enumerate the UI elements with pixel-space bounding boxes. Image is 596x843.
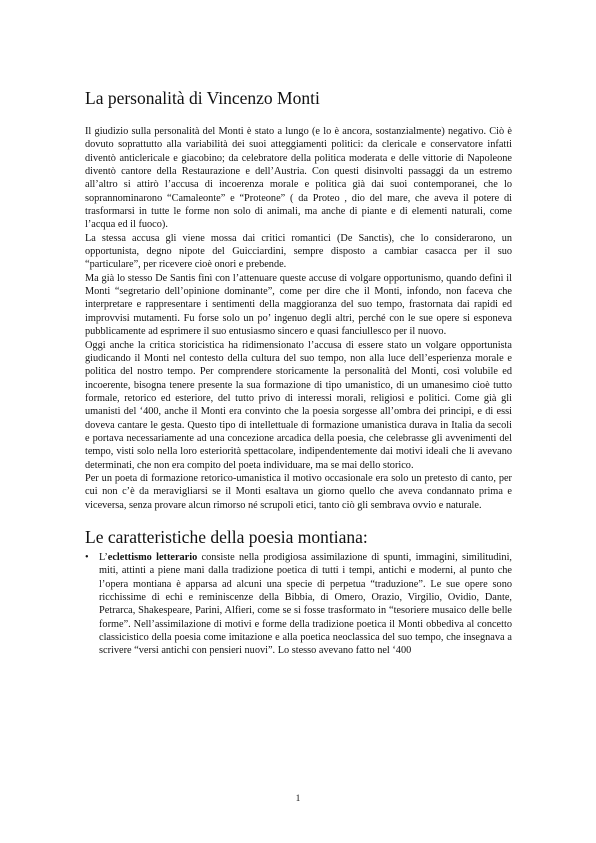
page-number: 1 xyxy=(295,794,301,804)
document-title: La personalità di Vincenzo Monti xyxy=(85,88,320,108)
paragraph-1: Il giudizio sulla personalità del Monti è stato a lungo (e lo è ancora, sostanzialmente) negativo. Ciò è dovuto soprattutto alla variabilità dei suoi atteggiamenti politici: da clericale e conservatore infatti diventò anticlericale e giacobino; da celebratore della politica moderata e delle vittorie di Napoleone diventò cantore della Restaurazione e dell’Austria. Con questi disinvolti passaggi da un estremo all’altro si attirò l’accusa di incoerenza morale e politica già dai suoi contemporanei, che lo soprannominarono “Camaleonte” e “Proteone” ( da Proteo , dio del mare, che aveva il potere di trasformarsi in tutte le forme non solo di animali, ma anche di piante e di elementi naturali, come l’acqua ed il fuoco). xyxy=(85,126,512,231)
bullet-icon: • xyxy=(85,551,89,563)
bullet-text: consiste nella prodigiosa assimilazione di spunti, immagini, similitudini, miti, attinti a piene mani dalla tradizione poetica di tutti i tempi, antichi e moderni, al punto che l’opera montiana è apparsa ad alcuni una specie di perpetua “traduzione”. Le sue opere sono ricchissime di echi e reminiscenze della Bibbia, di Omero, Orazio, Virgilio, Ovidio, Dante, Petrarca, Shakespeare, Parini, Alfieri, come se si fosse trasformato in “tesoriere musaico delle belle forme”. Nell’assimilazione di motivi e forme della tradizione poetica il Monti obbediva al concetto classicistico della poesia come imitazione e alla poetica neoclassica del suo tempo, che insegnava a scrivere “versi antichi con pensieri nuovi”. Lo stesso avevano fatto nel ‘400 xyxy=(99,551,513,657)
paragraph-5: Per un poeta di formazione retorico-umanistica il motivo occasionale era solo un pretesto di canto, per cui non c’è da meravigliarsi se il Monti esaltava un giorno quello che aveva condannato prima e viceversa, senza provare alcun rimorso né scrupoli etici, tanto ciò gli sembrava ovvio e naturale. xyxy=(85,472,512,511)
paragraph-2: La stessa accusa gli viene mossa dai critici romantici (De Sanctis), che lo considerarono, un opportunista, degno nipote del Guicciardini, sempre disposto a cambiar casacca per il suo “particulare”, per ricevere cioè onori e prebende. xyxy=(85,232,512,271)
document-body xyxy=(85,87,512,658)
paragraph-3: Ma già lo stesso De Santis finì con l’attenuare queste accuse di volgare opportunismo, quando definì il Monti “segretario dell’opinione dominante”, come per dire che il Monti, infondo, non faceva che interpretare e rappresentare i sentimenti della maggioranza del suo tempo, frastornata dai rapidi ed improvvisi mutamenti. Fu forse solo un po’ ingenuo degli altri, perché con le sue opere si esponeva pubblicamente ad esprimere il suo entusiasmo sincero e quasi fanciullesco per il nuovo. xyxy=(85,272,512,338)
paragraph-4: Oggi anche la critica storicistica ha ridimensionato l’accusa di essere stato un volgare opportunista giudicando il Monti nel contesto della cultura del suo tempo, non alla luce dell’esperienza morale e politica del nostro tempo. Per comprendere storicamente la personalità del Monti, così volubile ed incoerente, bisogna tenere presente la sua formazione di tipo umanistico, di un umanesimo cioè tutto formale, retorico ed esteriore, del tutto privo di interessi morali, religiosi e politici. Come già gli umanisti del ‘400, anche il Monti era convinto che la poesia sorgesse all’ombra dei principi, e di essi doveva cantare le gesta. Questo tipo di intellettuale di formazione umanistica durava in Italia da secoli e portava necessariamente ad una concezione arcadica della poesia, che celebrasse gli avvenimenti del tempo, visti solo nella loro esteriorità spettacolare, indipendentemente dai motivi ideali che li avevano determinati, che non era compito del poeta individuare, ma se mai dello storico. xyxy=(85,339,512,471)
list-item xyxy=(85,551,512,658)
section-heading: Le caratteristiche della poesia montiana: xyxy=(85,526,368,547)
bullet-list xyxy=(85,551,512,658)
bullet-prefix: L’ xyxy=(99,551,108,563)
bullet-bold-term: eclettismo letterario xyxy=(107,551,198,563)
